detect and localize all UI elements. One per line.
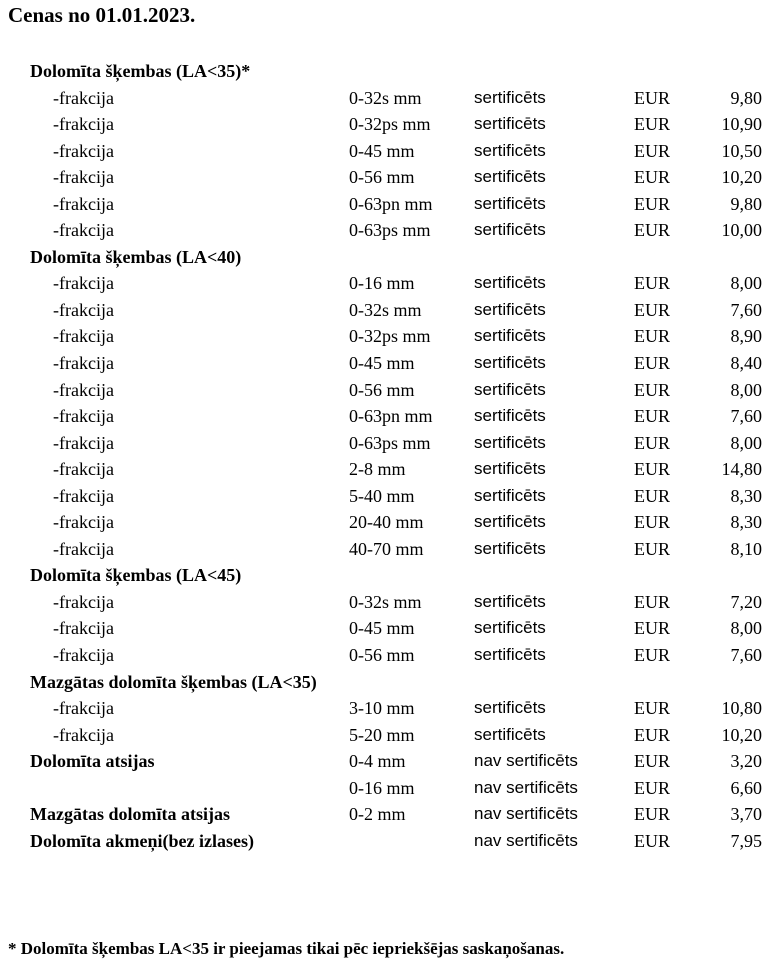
section-header-row bbox=[0, 562, 782, 589]
product-name: -frakcija bbox=[53, 379, 114, 400]
fraction-size: 0-32s mm bbox=[349, 87, 422, 108]
price: 8,40 bbox=[730, 353, 762, 374]
price-row bbox=[0, 536, 782, 563]
fraction-size: 0-63pn mm bbox=[349, 406, 433, 427]
fraction-size: 20-40 mm bbox=[349, 512, 424, 533]
product-name: -frakcija bbox=[53, 326, 114, 347]
fraction-size: 0-45 mm bbox=[349, 353, 415, 374]
certification-status: sertificēts bbox=[474, 353, 546, 373]
certification-status: sertificēts bbox=[474, 114, 546, 134]
certification-status: nav sertificēts bbox=[474, 804, 578, 824]
fraction-size: 0-56 mm bbox=[349, 379, 415, 400]
fraction-size: 0-32s mm bbox=[349, 591, 422, 612]
currency: EUR bbox=[634, 751, 670, 772]
price: 14,80 bbox=[721, 459, 762, 480]
certification-status: sertificēts bbox=[474, 698, 546, 718]
currency: EUR bbox=[634, 220, 670, 241]
product-name: -frakcija bbox=[53, 87, 114, 108]
price-row bbox=[0, 164, 782, 191]
price-row bbox=[0, 642, 782, 669]
fraction-size: 0-16 mm bbox=[349, 273, 415, 294]
price-row bbox=[0, 695, 782, 722]
product-name: Dolomīta akmeņi(bez izlases) bbox=[30, 830, 254, 851]
price: 7,60 bbox=[730, 299, 762, 320]
currency: EUR bbox=[634, 167, 670, 188]
currency: EUR bbox=[634, 645, 670, 666]
price-row bbox=[0, 323, 782, 350]
price: 10,20 bbox=[721, 167, 762, 188]
certification-status: sertificēts bbox=[474, 591, 546, 611]
currency: EUR bbox=[634, 432, 670, 453]
product-name: -frakcija bbox=[53, 432, 114, 453]
product-name: -frakcija bbox=[53, 485, 114, 506]
fraction-size: 0-45 mm bbox=[349, 140, 415, 161]
certification-status: sertificēts bbox=[474, 326, 546, 346]
price-row bbox=[0, 138, 782, 165]
price: 3,70 bbox=[730, 804, 762, 825]
product-name: -frakcija bbox=[53, 114, 114, 135]
product-name: -frakcija bbox=[53, 538, 114, 559]
fraction-size: 0-32s mm bbox=[349, 299, 422, 320]
price: 8,00 bbox=[730, 273, 762, 294]
currency: EUR bbox=[634, 724, 670, 745]
fraction-size: 0-16 mm bbox=[349, 777, 415, 798]
product-name: -frakcija bbox=[53, 140, 114, 161]
certification-status: nav sertificēts bbox=[474, 830, 578, 850]
price: 8,00 bbox=[730, 379, 762, 400]
certification-status: sertificēts bbox=[474, 724, 546, 744]
currency: EUR bbox=[634, 193, 670, 214]
price-row bbox=[0, 403, 782, 430]
fraction-size: 2-8 mm bbox=[349, 459, 406, 480]
certification-status: sertificēts bbox=[474, 538, 546, 558]
currency: EUR bbox=[634, 538, 670, 559]
certification-status: sertificēts bbox=[474, 485, 546, 505]
fraction-size: 3-10 mm bbox=[349, 698, 415, 719]
footnote: * Dolomīta šķembas LA<35 ir pieejamas tikai pēc iepriekšējas saskaņošanas. bbox=[8, 939, 565, 958]
product-name: -frakcija bbox=[53, 299, 114, 320]
price-row bbox=[0, 191, 782, 218]
page-title: Cenas no 01.01.2023. bbox=[8, 3, 196, 27]
price-row bbox=[0, 111, 782, 138]
certification-status: sertificēts bbox=[474, 432, 546, 452]
price-row bbox=[0, 589, 782, 616]
price: 8,10 bbox=[730, 538, 762, 559]
product-name: -frakcija bbox=[53, 406, 114, 427]
currency: EUR bbox=[634, 698, 670, 719]
currency: EUR bbox=[634, 353, 670, 374]
price-row bbox=[0, 722, 782, 749]
price: 8,90 bbox=[730, 326, 762, 347]
currency: EUR bbox=[634, 459, 670, 480]
price: 3,20 bbox=[730, 751, 762, 772]
price: 10,00 bbox=[721, 220, 762, 241]
certification-status: sertificēts bbox=[474, 193, 546, 213]
price-row bbox=[0, 828, 782, 855]
currency: EUR bbox=[634, 512, 670, 533]
price: 9,80 bbox=[730, 87, 762, 108]
price: 8,00 bbox=[730, 432, 762, 453]
fraction-size: 0-63ps mm bbox=[349, 220, 431, 241]
price: 9,80 bbox=[730, 193, 762, 214]
product-name: -frakcija bbox=[53, 724, 114, 745]
currency: EUR bbox=[634, 485, 670, 506]
fraction-size: 0-45 mm bbox=[349, 618, 415, 639]
price-row bbox=[0, 377, 782, 404]
price: 7,60 bbox=[730, 645, 762, 666]
product-name: -frakcija bbox=[53, 459, 114, 480]
fraction-size: 0-2 mm bbox=[349, 804, 406, 825]
certification-status: sertificēts bbox=[474, 459, 546, 479]
price-row bbox=[0, 801, 782, 828]
section-header-row bbox=[0, 58, 782, 85]
price: 10,80 bbox=[721, 698, 762, 719]
price-row bbox=[0, 775, 782, 802]
certification-status: sertificēts bbox=[474, 167, 546, 187]
currency: EUR bbox=[634, 299, 670, 320]
price: 8,30 bbox=[730, 512, 762, 533]
currency: EUR bbox=[634, 379, 670, 400]
price-row bbox=[0, 483, 782, 510]
price-list bbox=[0, 58, 782, 854]
section-title: Dolomīta šķembas (LA<35)* bbox=[30, 61, 251, 81]
currency: EUR bbox=[634, 273, 670, 294]
certification-status: nav sertificēts bbox=[474, 777, 578, 797]
currency: EUR bbox=[634, 618, 670, 639]
product-name: Dolomīta atsijas bbox=[30, 751, 155, 772]
price-row bbox=[0, 430, 782, 457]
price: 8,30 bbox=[730, 485, 762, 506]
section-header-row bbox=[0, 669, 782, 696]
product-name: -frakcija bbox=[53, 512, 114, 533]
product-name: -frakcija bbox=[53, 698, 114, 719]
fraction-size: 5-20 mm bbox=[349, 724, 415, 745]
price-row bbox=[0, 748, 782, 775]
product-name: -frakcija bbox=[53, 273, 114, 294]
certification-status: sertificēts bbox=[474, 87, 546, 107]
product-name: -frakcija bbox=[53, 618, 114, 639]
price-row bbox=[0, 350, 782, 377]
price: 7,20 bbox=[730, 591, 762, 612]
fraction-size: 0-32ps mm bbox=[349, 326, 431, 347]
certification-status: sertificēts bbox=[474, 645, 546, 665]
fraction-size: 0-63pn mm bbox=[349, 193, 433, 214]
product-name: -frakcija bbox=[53, 353, 114, 374]
fraction-size: 0-56 mm bbox=[349, 167, 415, 188]
price: 6,60 bbox=[730, 777, 762, 798]
price-row bbox=[0, 456, 782, 483]
price: 10,50 bbox=[721, 140, 762, 161]
product-name: -frakcija bbox=[53, 167, 114, 188]
product-name: -frakcija bbox=[53, 193, 114, 214]
currency: EUR bbox=[634, 326, 670, 347]
price-row bbox=[0, 297, 782, 324]
price-row bbox=[0, 217, 782, 244]
currency: EUR bbox=[634, 830, 670, 851]
certification-status: sertificēts bbox=[474, 273, 546, 293]
price: 8,00 bbox=[730, 618, 762, 639]
currency: EUR bbox=[634, 140, 670, 161]
price-row bbox=[0, 85, 782, 112]
price: 10,90 bbox=[721, 114, 762, 135]
certification-status: sertificēts bbox=[474, 140, 546, 160]
price: 10,20 bbox=[721, 724, 762, 745]
product-name: -frakcija bbox=[53, 645, 114, 666]
certification-status: sertificēts bbox=[474, 299, 546, 319]
currency: EUR bbox=[634, 87, 670, 108]
certification-status: nav sertificēts bbox=[474, 751, 578, 771]
price-row bbox=[0, 509, 782, 536]
currency: EUR bbox=[634, 804, 670, 825]
certification-status: sertificēts bbox=[474, 618, 546, 638]
fraction-size: 40-70 mm bbox=[349, 538, 424, 559]
currency: EUR bbox=[634, 114, 670, 135]
section-header-row bbox=[0, 244, 782, 271]
price-row bbox=[0, 615, 782, 642]
product-name: -frakcija bbox=[53, 220, 114, 241]
fraction-size: 0-63ps mm bbox=[349, 432, 431, 453]
price: 7,95 bbox=[730, 830, 762, 851]
product-name: Mazgātas dolomīta atsijas bbox=[30, 804, 230, 825]
certification-status: sertificēts bbox=[474, 512, 546, 532]
fraction-size: 0-4 mm bbox=[349, 751, 406, 772]
currency: EUR bbox=[634, 591, 670, 612]
section-title: Mazgātas dolomīta šķembas (LA<35) bbox=[30, 671, 317, 692]
fraction-size: 0-32ps mm bbox=[349, 114, 431, 135]
section-title: Dolomīta šķembas (LA<45) bbox=[30, 565, 242, 586]
fraction-size: 5-40 mm bbox=[349, 485, 415, 506]
certification-status: sertificēts bbox=[474, 379, 546, 399]
currency: EUR bbox=[634, 406, 670, 427]
currency: EUR bbox=[634, 777, 670, 798]
fraction-size: 0-56 mm bbox=[349, 645, 415, 666]
certification-status: sertificēts bbox=[474, 406, 546, 426]
section-title: Dolomīta šķembas (LA<40) bbox=[30, 246, 242, 267]
certification-status: sertificēts bbox=[474, 220, 546, 240]
price-row bbox=[0, 270, 782, 297]
product-name: -frakcija bbox=[53, 591, 114, 612]
price: 7,60 bbox=[730, 406, 762, 427]
